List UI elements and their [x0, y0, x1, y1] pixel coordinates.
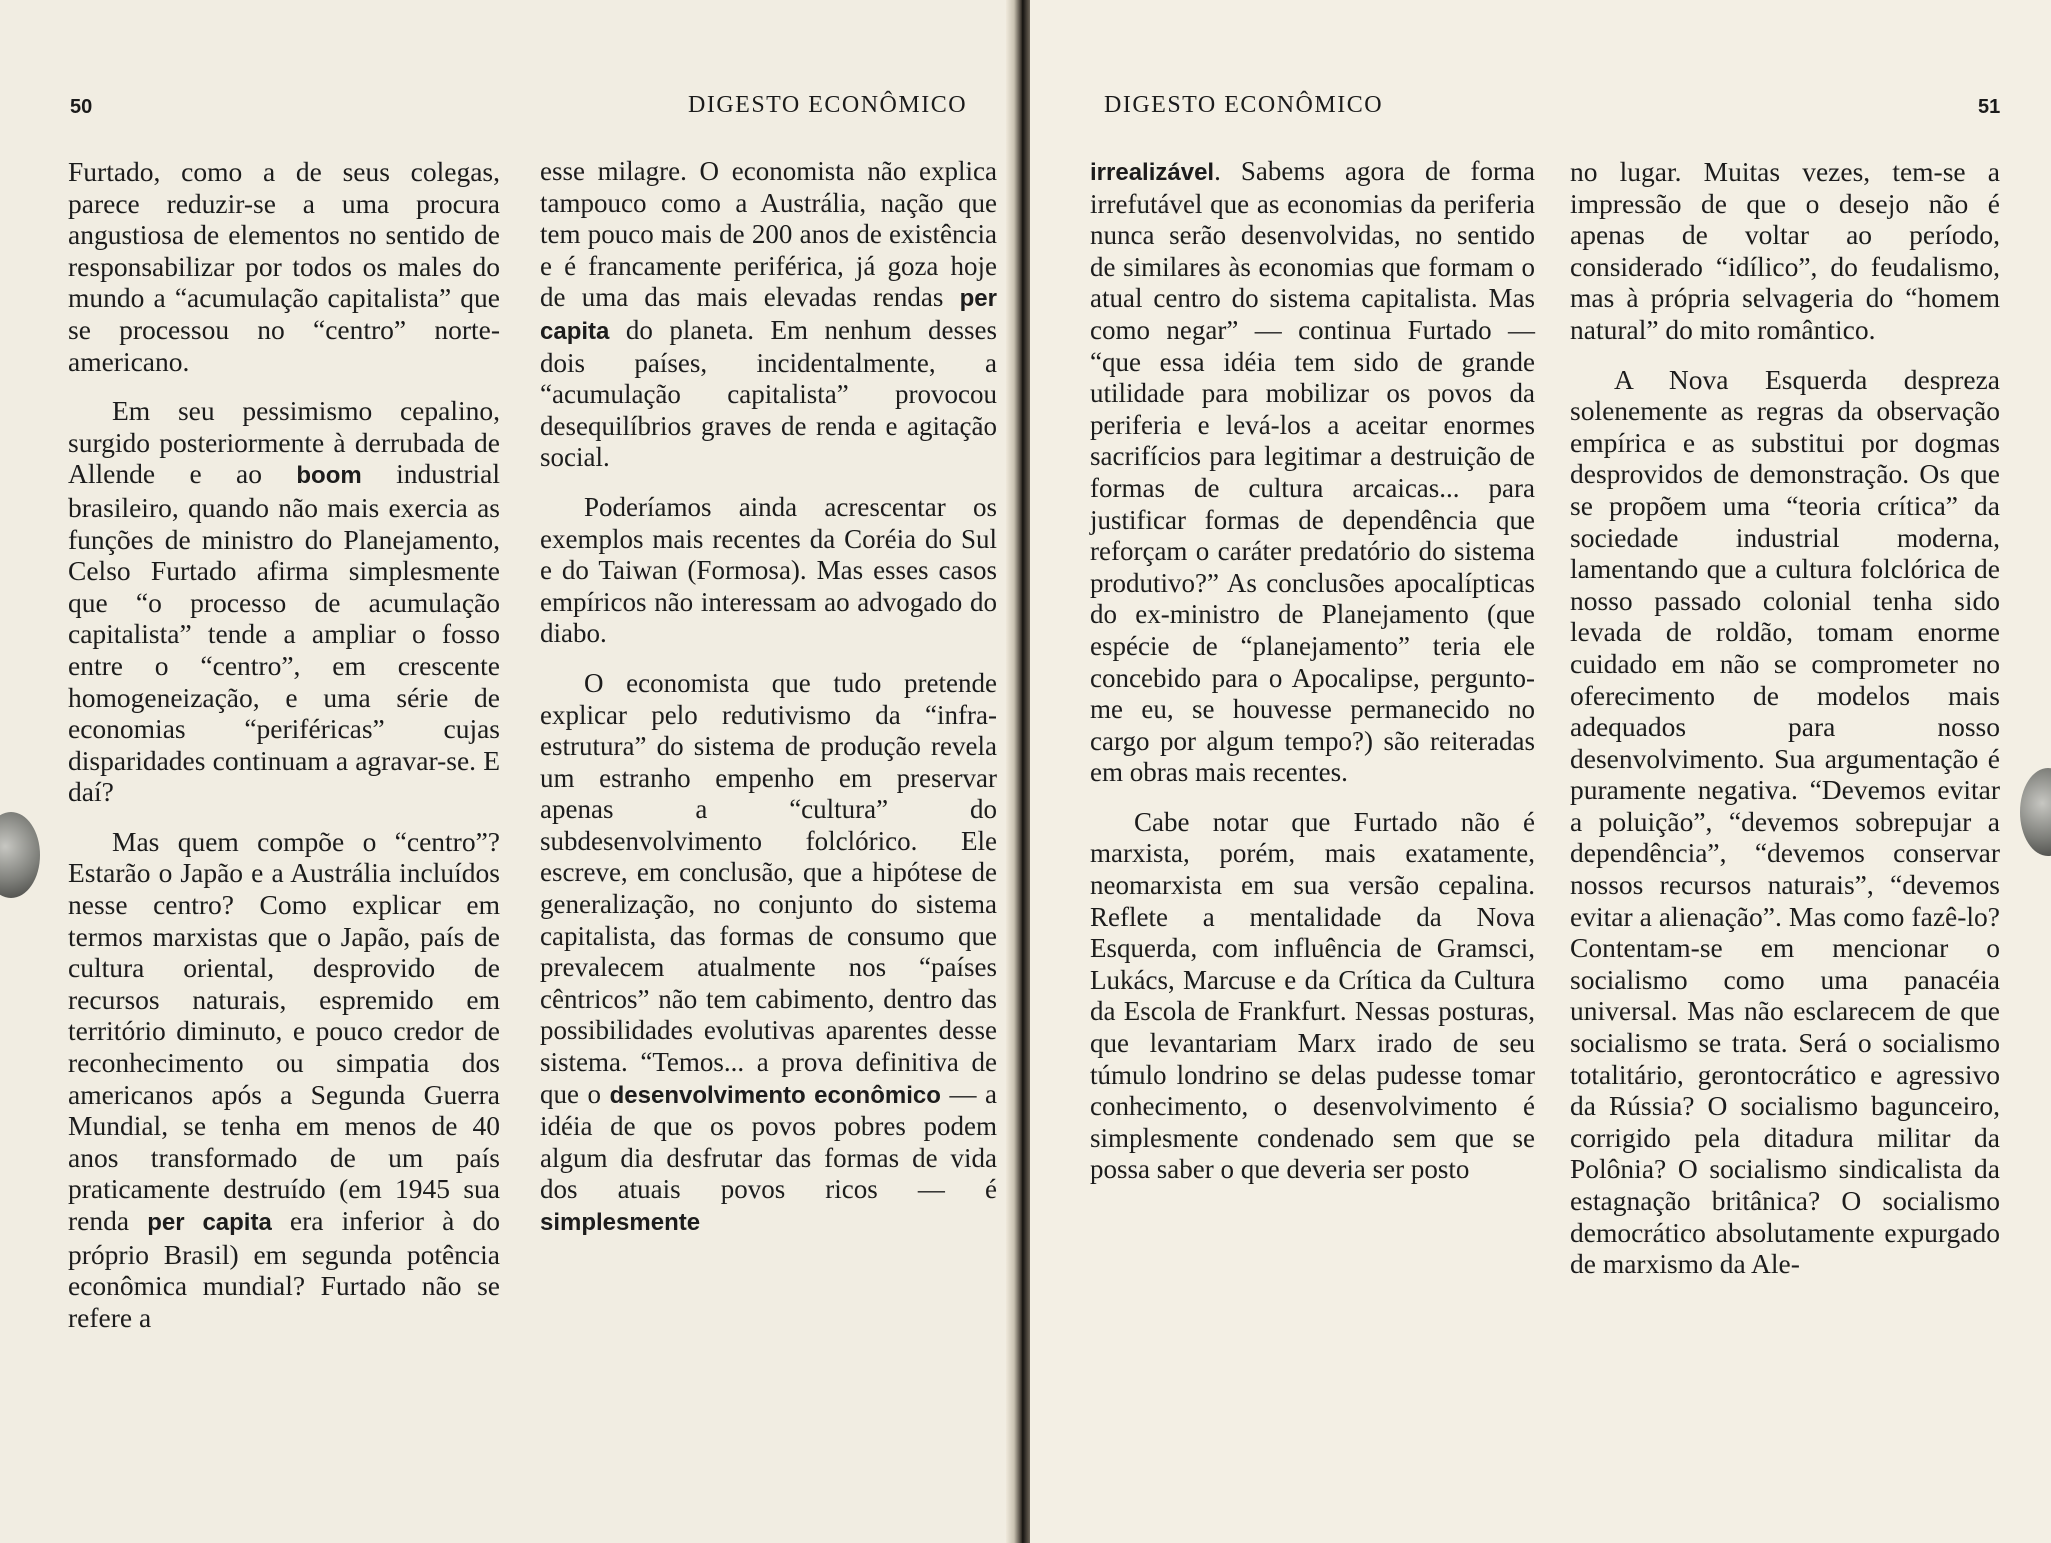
emphasis-term: desenvolvimento econômico: [609, 1081, 941, 1109]
page-number: 51: [1978, 96, 2001, 118]
paragraph: Furtado, como a de seus colegas, parece reduzir-se a uma procura angustiosa de elementos no sentido de responsabilizar por todos os males do mundo a “acumulação capitalista” que se processou no “centro” norte-americano.: [68, 156, 500, 377]
emphasis-term: per capita: [147, 1209, 272, 1236]
paragraph: Poderíamos ainda acrescentar os exemplos mais recentes da Coréia do Sul e do Taiwan (Formosa). Mas esses casos empíricos não interessam ao advogado do diabo.: [540, 491, 997, 649]
text-column: [1570, 156, 2000, 1280]
text-span: esse milagre. O economista não explica tampouco como a Austrália, nação que tem pouco mais de 200 anos de existência e é francamente periférica, já goza hoje de uma das mais elevadas rendas: [540, 156, 997, 313]
paragraph: [540, 156, 997, 474]
emphasis-term: boom: [296, 462, 362, 490]
paragraph: [68, 395, 500, 808]
text-span: do planeta. Em nenhum desses dois países, incidentalmente, a “acumulação capitalista” provocou desequilíbrios graves de renda e agitação social.: [540, 314, 997, 473]
paragraph: [540, 668, 997, 1239]
text-span: industrial brasileiro, quando não mais exercia as funções de ministro do Planejamento, Celso Furtado afirma simplesmente que “o processo de acumulação capitalista” tende a ampliar o fosso entre o “centro”, em crescente homogeneização, e uma série de economias “periféricas” cujas disparidades continuam a agravar-se. E daí?: [68, 458, 500, 808]
text-span: Mas quem compõe o “centro”? Estarão o Japão e a Austrália incluídos nesse centro? Como explicar em termos marxistas que o Japão, país de cultura oriental, desprovido de recursos naturais, espremido em território diminuto, e pouco credor de reconhecimento ou simpatia dos americanos após a Segunda Guerra Mundial, se tenha em menos de 40 anos transformado de um país praticamente destruído (em 1945 sua renda: [68, 825, 500, 1236]
text-column: [68, 156, 500, 1333]
paragraph: [68, 826, 500, 1334]
text-span: . Sabems agora de forma irrefutável que as economias da periferia nunca serão desenvolvidas, no sentido de similares às economias que formam o atual centro do sistema capitalista. Mas como negar” — continua Furtado — “que essa idéia tem sido de grande utilidade para mobilizar os povos da periferia e levá-los a aceitar enormes sacrifícios para legitimar a destruição de formas de cultura arcaicas... para justificar formas de dependência que reforçam o caráter predatório do sistema produtivo?” As conclusões apocalípticas do ex-ministro de Planejamento (que espécie de “planejamento” teria ele concebido para o Apocalipse, pergunto-me eu, se houvesse permanecido no cargo por algum tempo?) são reiteradas em obras mais recentes.: [1090, 156, 1535, 788]
running-head: DIGESTO ECONÔMICO: [1104, 92, 1384, 118]
text-column: [540, 156, 997, 1239]
left-page: [0, 0, 1018, 1543]
emphasis-term: irrealizável: [1090, 159, 1215, 186]
text-column: [1090, 156, 1535, 1186]
text-span: O economista que tudo pretende explicar pelo redutivismo da “infra-estrutura” do sistema de produção revela um estranho empenho em preservar apenas a “cultura” do subdesenvolvimento folclórico. Ele escreve, em conclusão, que a hipótese de generalização, no conjunto do sistema capitalista, das formas de consumo que prevalecem atualmente nos “países cêntricos” não tem cabimento, dentro das possibilidades evolutivas aparentes desse sistema. “Temos... a prova definitiva de que o: [540, 667, 997, 1109]
text-span: era inferior à do próprio Brasil) em segunda potência econômica mundial? Furtado não se refere a: [68, 1205, 500, 1333]
paragraph: A Nova Esquerda despreza solenemente as regras da observação empírica e as substitui por dogmas desprovidos de demonstração. Os que se propõem uma “teoria crítica” da sociedade industrial moderna, lamentando que a cultura folclórica de nosso passado colonial tenha sido levada de roldão, tomam enorme cuidado em não se comprometer no oferecimento de modelos mais adequados para nosso desenvolvimento. Sua argumentação é puramente negativa. “Devemos evitar a poluição”, “devemos sobrepujar a dependência”, “devemos conservar nossos recursos naturais”, “devemos evitar a alienação”. Mas como fazê-lo? Contentam-se em mencionar o socialismo como uma panacéia universal. Mas não esclarecem de que socialismo se trata. Será o socialismo totalitário, gerontocrático e agressivo da Rússia? O socialismo bagunceiro, corrigido pela ditadura militar da Polônia? O socialismo sindicalista da estagnação britânica? O socialismo democrático absolutamente expurgado de marxismo da Ale-: [1570, 363, 2000, 1280]
paragraph: no lugar. Muitas vezes, tem-se a impressão de que o desejo não é apenas de voltar ao período, considerado “idílico”, do feudalismo, mas à própria selvageria do “homem natural” do mito romântico.: [1570, 156, 2000, 345]
paragraph: [1090, 156, 1535, 789]
right-page: [1030, 0, 2051, 1543]
emphasis-term: per capita: [540, 285, 997, 345]
text-span: — a idéia de que os povos pobres podem algum dia desfrutar das formas de vida dos atuais povos ricos — é: [540, 1078, 998, 1205]
page-number: 50: [70, 96, 93, 118]
running-head: DIGESTO ECONÔMICO: [688, 92, 968, 118]
paragraph: Cabe notar que Furtado não é marxista, porém, mais exatamente, neomarxista em sua versão cepalina. Reflete a mentalidade da Nova Esquerda, com influência de Gramsci, Lukács, Marcuse e da Crítica da Cultura da Escola de Frankfurt. Nessas posturas, que levantariam Marx irado de seu túmulo londrino se delas pudesse tomar conhecimento, o desenvolvimento é simplesmente condenado sem que se possa saber o que deveria ser posto: [1090, 806, 1535, 1185]
text-span: Em seu pessimismo cepalino, surgido posteriormente à derrubada de Allende e ao: [68, 395, 500, 490]
emphasis-term: simplesmente: [540, 1209, 701, 1236]
